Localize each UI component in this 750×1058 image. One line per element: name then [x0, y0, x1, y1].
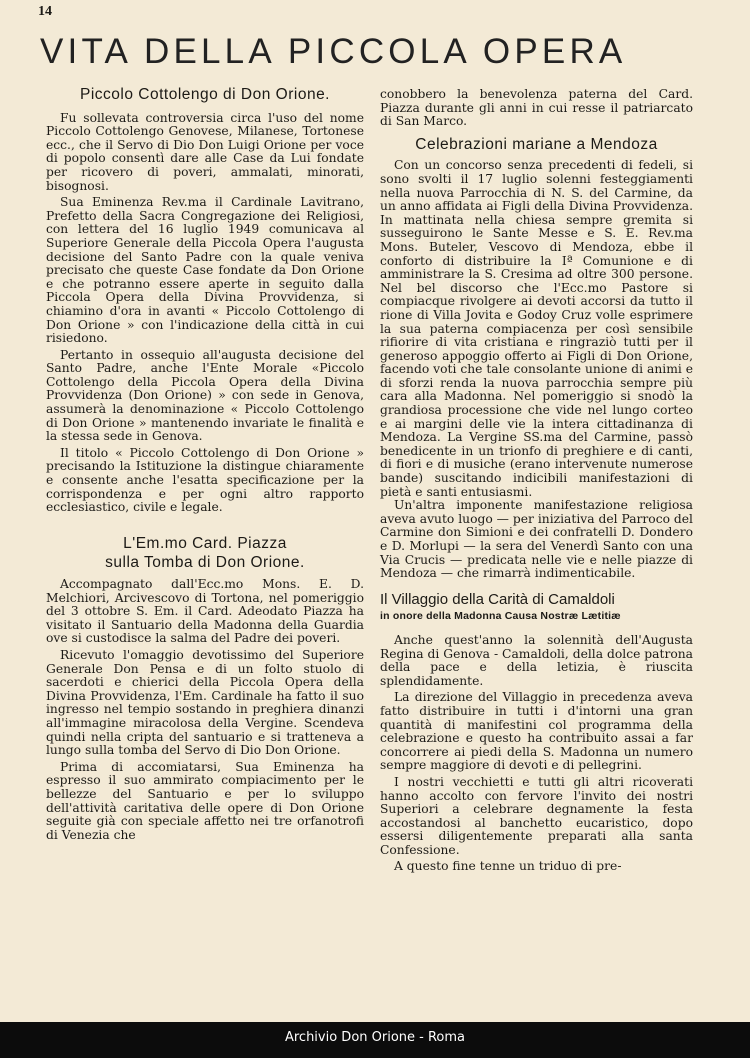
paragraph: Il titolo « Piccolo Cottolengo di Don Orione » precisando la Istituzione la distingue chiaramente e consente anche l'esatta specificazione per la corrispondenza e per ogni altro rapporto ecclesiastico, civile e legale. [46, 445, 364, 515]
paragraph: Con un concorso senza precedenti di fedeli, si sono svolti il 17 luglio solenni festeggiamenti nella nuova Parrocchia di N. S. del Carmine, da un anno affidata ai Figli della Divina Provvidenza. In mattinata nella chiesa sempre gremita si susseguirono le Sante Messe e S. E. Rev.ma Mons. Buteler, Vescovo di Mendoza, ebbe il conforto di distribuire la Iª Comunione e di amministrare la S. Cresima ad oltre 300 persone. Nel bel discorso che l'Ecc.mo Pastore si compiacque rivolgere ai devoti accorsi da tutto il rione di Villa Jovita e Godoy Cruz volle esprimere la sua paterna compiacenza per così sensibile rifiorire di vita cristiana e ringraziò tutti per il generoso appoggio offerto ai Figli di Don Orione, facendo voti che tale consolante unione di animi e di sforzi renda la nuova parrocchia sempre più cara alla Madonna. Nel pomeriggio si snodò la grandiosa processione che vide nel lungo corteo e ai margini delle vie la intera cittadinanza di Mendoza. La Vergine SS.ma del Carmine, passò benedicente in un trionfo di preghiere e di canti, di fiori e di musiche (erano intervenute numerose bande) suscitando indicibili manifestazioni di pietà e santi entusiasmi. [380, 158, 693, 499]
paragraph-continued: conobbero la benevolenza paterna del Card. Piazza durante gli anni in cui resse il patriarcato di San Marco. [380, 87, 693, 129]
paragraph: Pertanto in ossequio all'augusta decisione del Santo Padre, anche l'Ente Morale «Piccolo Cottolengo della Piccola Opera della Divina Provvidenza (Don Orione) » con sede in Genova, assumerà la denominazione « Piccolo Cottolengo di Don Orione » mantenendo invariate le finalità e la stessa sede in Genova. [46, 347, 364, 444]
paragraph: La direzione del Villaggio in precedenza aveva fatto distribuire in tutti i d'intorni una gran quantità di manifestini col programma della celebrazione e questo ha contribuito assai a far concorrere ai piedi della S. Madonna un numero sempre maggiore di devoti e di pellegrini. [380, 690, 693, 773]
page-number: 14 [38, 4, 52, 19]
article-title-card-piazza-line1: L'Em.mo Card. Piazza [123, 534, 287, 552]
masthead-title: VITA DELLA PICCOLA OPERA [40, 32, 627, 71]
paragraph: Un'altra imponente manifestazione religiosa aveva avuto luogo — per iniziativa del Parroco del Carmine don Simioni e dei confratelli D. Dondero e D. Morlupi — la sera del Venerdì Santo con una Via Crucis — predicata nelle vie e nelle piazze di Mendoza — che rimarrà indimenticabile. [380, 498, 693, 581]
article-title-card-piazza-line2: sulla Tomba di Don Orione. [105, 554, 305, 572]
archive-footer: Archivio Don Orione - Roma [0, 1022, 750, 1058]
paragraph: Anche quest'anno la solennità dell'Augusta Regina di Genova - Camaldoli, della dolce patrona della pace e della letizia, è riuscita splendidamente. [380, 632, 693, 688]
paragraph: Ricevuto l'omaggio devotissimo del Superiore Generale Don Pensa e di un folto stuolo di sacerdoti e chierici della Piccola Opera della Divina Provvidenza, l'Em. Cardinale ha fatto il suo ingresso nel tempio sostando in preghiera dinanzi all'immagine miracolosa della Vergine. Scendeva quindi nella cripta del santuario e si tratteneva a lungo sulla tomba del Servo di Dio Don Orione. [46, 647, 364, 758]
paragraph: I nostri vecchietti e tutti gli altri ricoverati hanno accolto con fervore l'invito dei nostri Superiori a celebrare degnamente la festa accostandosi al banchetto eucaristico, dopo essersi diligentemente preparati alla santa Confessione. [380, 774, 693, 857]
paragraph: Fu sollevata controversia circa l'uso del nome Piccolo Cottolengo Genovese, Milanese, Tortonese ecc., che il Servo di Dio Don Luigi Orione per voce di popolo consentì dare alle Case da Lui fondate per ricovero di poveri, ammalati, minorati, bisognosi. [46, 110, 364, 193]
article-title-mendoza: Celebrazioni mariane a Mendoza [415, 135, 658, 153]
paragraph: A questo fine tenne un triduo di pre- [394, 859, 622, 874]
right-column [380, 88, 693, 874]
article-subtitle-villaggio: in onore della Madonna Causa Nostræ Lætitiæ [380, 610, 621, 623]
paragraph: Accompagnato dall'Ecc.mo Mons. E. D. Melchiori, Arcivescovo di Tortona, nel pomeriggio del 3 ottobre S. Em. il Card. Adeodato Piazza ha visitato il Santuario della Madonna della Guardia ove si custodisce la salma del Padre dei poveri. [46, 577, 364, 646]
left-column [46, 88, 364, 842]
paragraph: Prima di accomiatarsi, Sua Eminenza ha espresso il suo ammirato compiacimento per le bellezze del Santuario e per lo sviluppo dell'attività caritativa delle opere di Don Orione seguite già con speciale affetto nei tre orfanotrofi di Venezia che [46, 759, 364, 842]
article-title-villaggio: Il Villaggio della Carità di Camaldoli [380, 590, 615, 608]
paragraph: Sua Eminenza Rev.ma il Cardinale Lavitrano, Prefetto della Sacra Congregazione dei Religiosi, con lettera del 16 luglio 1949 comunicava al Superiore Generale della Piccola Opera l'augusta decisione del Santo Padre con la quale veniva precisato che queste Case fondate da Don Orione e che potranno essere aperte in seguito dalla Piccola Opera della Divina Provvidenza, si chiamino d'ora in avanti « Piccolo Cottolengo di Don Orione » con l'indicazione della città in cui risiedono. [46, 195, 364, 346]
article-title-cottolengo: Piccolo Cottolengo di Don Orione. [80, 86, 330, 103]
